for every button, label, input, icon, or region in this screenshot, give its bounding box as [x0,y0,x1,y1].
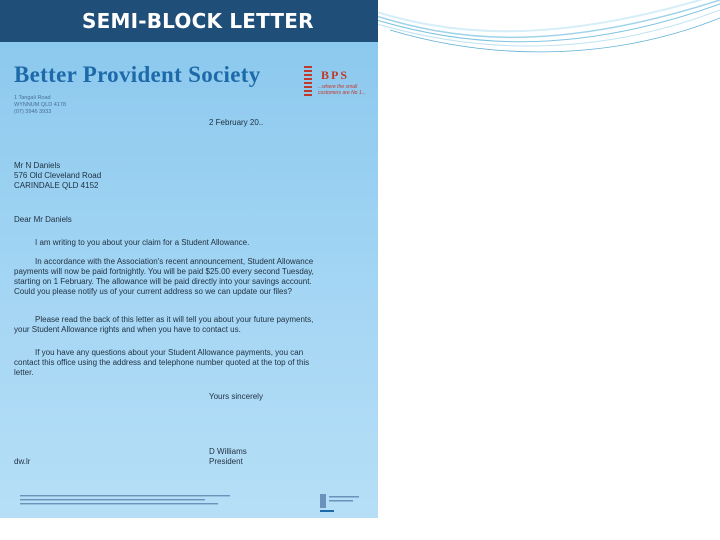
paragraph-2 [14,257,314,297]
letter-image [0,42,378,518]
paragraph-line: your Student Allowance rights and when you have to contact us. [14,325,241,334]
signatory-title: President [209,457,243,466]
paragraph-line: letter. [14,368,34,377]
logo-tagline-line: ...where the small [318,84,358,90]
recipient-line: 576 Old Cleveland Road [14,171,102,180]
address-line: 1 Tangali Road [14,95,51,101]
paragraph-line: In accordance with the Association's recent announcement, Student Allowance [35,257,314,266]
slide-title: SEMI-BLOCK LETTER [82,9,314,33]
paragraph-line: Please read the back of this letter as it will tell you about your future payments, [35,315,314,324]
slide-title-banner [0,0,378,42]
recipient-line: Mr N Daniels [14,161,61,170]
company-address [14,95,66,116]
logo-letters: BPS [321,68,350,82]
paragraph-line: contact this office using the address and telephone number quoted at the top of this [14,358,310,367]
paragraph-line: payments will now be paid fortnightly. You will be paid $25.00 every second Tuesday, [14,267,314,276]
paragraph-line: I am writing to you about your claim for a Student Allowance. [35,238,250,247]
paragraph-4 [14,348,309,378]
letter-date: 2 February 20.. [209,118,264,127]
paragraph-line: Could you please notify us of your current address so we can update our files? [14,287,292,296]
paragraph-line: starting on 1 February. The allowance will be paid directly into your savings account. [14,277,312,286]
company-name: Better Provident Society [14,62,261,87]
complimentary-close: Yours sincerely [209,392,263,401]
paragraph-1 [35,238,249,248]
paragraph-line: If you have any questions about your Student Allowance payments, you can [35,348,304,357]
signatory-name: D Williams [209,447,247,456]
logo-tagline [318,84,366,96]
salutation: Dear Mr Daniels [14,215,72,224]
paragraph-3 [14,315,313,335]
recipient-line: CARINDALE QLD 4152 [14,181,99,190]
footer-fine-print [20,494,240,508]
address-line: WYNNUM QLD 4178 [14,102,66,108]
address-line: (07) 3946 3933 [14,109,52,115]
recipient-address [14,161,101,191]
logo-tagline-line: customers are No 1... [318,90,366,96]
decorative-swoosh [370,0,720,80]
logo-stripes-icon [304,66,312,100]
reference-initials: dw.lr [14,457,31,466]
footer-logo-icon [318,492,366,514]
